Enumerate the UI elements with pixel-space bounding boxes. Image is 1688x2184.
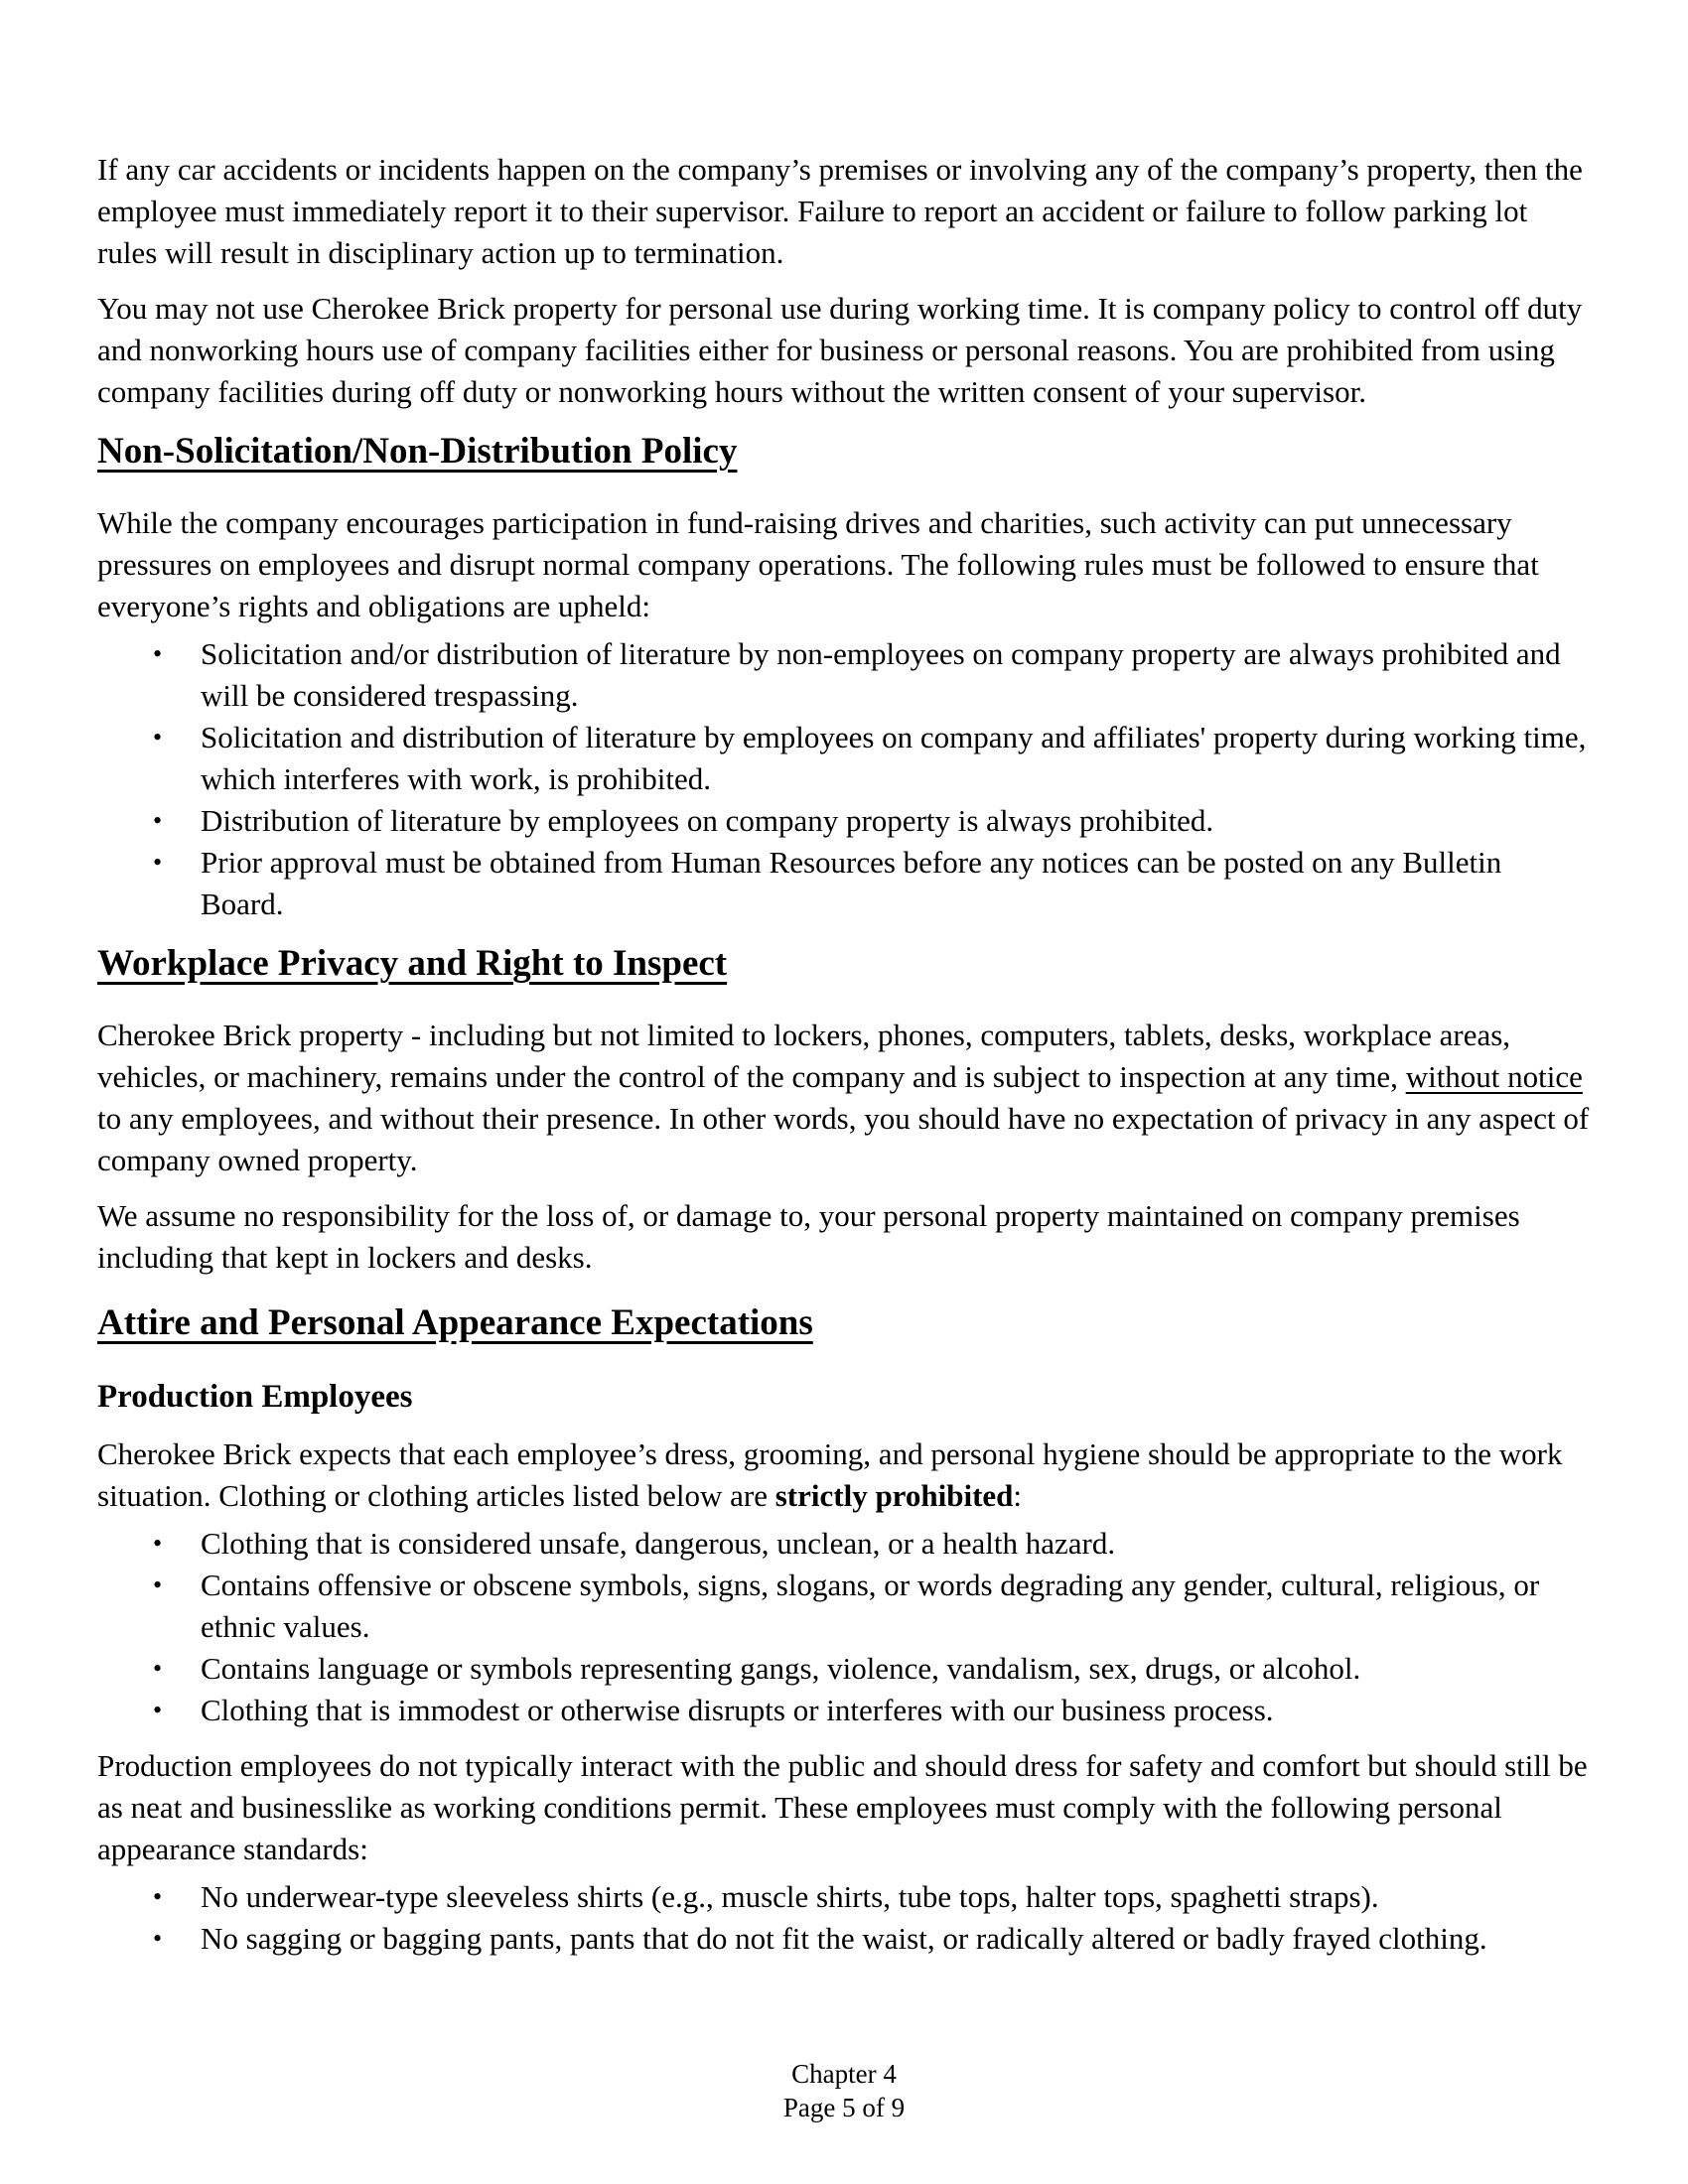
paragraph-solicitation-intro: While the company encourages participation in fund-raising drives and charities, such activity can put unnecessary pressures on employees and disrupt normal company operations. The following rules must be followed to ensure that everyone’s rights and obligations are upheld: [97, 505, 1539, 623]
list-item [97, 1918, 1591, 1960]
bullet-icon: • [153, 1696, 163, 1724]
list-item-text: Solicitation and/or distribution of literature by non-employees on company property are always prohibited and will be considered trespassing. [201, 636, 1561, 713]
list-item [97, 1876, 1591, 1918]
bullet-icon: • [153, 723, 163, 751]
list-item-text: Prior approval must be obtained from Human Resources before any notices can be posted on any Bulletin Board. [201, 845, 1502, 921]
list-item [97, 717, 1591, 800]
list-item-text: Contains offensive or obscene symbols, signs, slogans, or words degrading any gender, cultural, religious, or ethnic values. [201, 1568, 1540, 1644]
inspection-text-after: to any employees, and without their presence. In other words, you should have no expectation of privacy in any aspect of company owned property. [97, 1101, 1590, 1177]
inspection-text-before: Cherokee Brick property - including but not limited to lockers, phones, computers, tablets, desks, workplace areas, vehicles, or machinery, remains under the control of the company and is subject to inspection at any time, [97, 1018, 1511, 1094]
list-item [97, 1690, 1591, 1731]
heading-attire: Attire and Personal Appearance Expectations [97, 1302, 813, 1343]
inspection-text-underlined: without notice [1405, 1059, 1583, 1094]
list-item-text: Solicitation and distribution of literature by employees on company and affiliates' property during working time, which interferes with work, is prohibited. [201, 720, 1587, 796]
list-item-text: Clothing that is immodest or otherwise disrupts or interferes with our business process. [201, 1693, 1274, 1727]
list-item [97, 633, 1591, 717]
dress-code-text-after: : [1013, 1478, 1023, 1513]
subheading-production-employees: Production Employees [97, 1379, 413, 1415]
list-item [97, 1565, 1591, 1648]
bullet-icon: • [153, 1529, 163, 1558]
list-appearance-standards [97, 1876, 1591, 1960]
footer-page-number: Page 5 of 9 [782, 2093, 906, 2122]
list-item-text: No underwear-type sleeveless shirts (e.g., muscle shirts, tube tops, halter tops, spaghetti straps). [201, 1879, 1379, 1914]
page-footer [0, 2057, 1688, 2124]
bullet-icon: • [153, 1654, 163, 1683]
list-item [97, 842, 1591, 925]
paragraph-personal-use: You may not use Cherokee Brick property for personal use during working time. It is company policy to control off duty and nonworking hours use of company facilities either for business or personal reasons. You are prohibited from using company facilities during off duty or nonworking hours without the written consent of your supervisor. [97, 291, 1583, 409]
paragraph-personal-property: We assume no responsibility for the loss of, or damage to, your personal property maintained on company premises including that kept in lockers and desks. [97, 1198, 1520, 1275]
bullet-icon: • [153, 1882, 163, 1911]
bullet-icon: • [153, 1570, 163, 1599]
paragraph-inspection [97, 1015, 1591, 1181]
bullet-icon: • [153, 639, 163, 668]
heading-non-solicitation: Non-Solicitation/Non-Distribution Policy [97, 431, 738, 472]
dress-code-text-before: Cherokee Brick expects that each employee’s dress, grooming, and personal hygiene should be appropriate to the work situation. Clothing or clothing articles listed below are [97, 1436, 1563, 1513]
bullet-icon: • [153, 806, 163, 835]
list-item-text: Distribution of literature by employees on company property is always prohibited. [201, 803, 1214, 838]
list-item-text: Contains language or symbols representing gangs, violence, vandalism, sex, drugs, or alcohol. [201, 1651, 1361, 1686]
paragraph-production-standards: Production employees do not typically interact with the public and should dress for safety and comfort but should still be as neat and businesslike as working conditions permit. These employees must comply with the following personal appearance standards: [97, 1748, 1588, 1866]
bullet-icon: • [153, 848, 163, 877]
list-item [97, 1648, 1591, 1690]
list-item-text: No sagging or bagging pants, pants that do not fit the waist, or radically altered or badly frayed clothing. [201, 1921, 1487, 1956]
list-item [97, 800, 1591, 842]
dress-code-text-bold: strictly prohibited [774, 1478, 1014, 1513]
list-prohibited-clothing [97, 1523, 1591, 1731]
paragraph-accident-reporting: If any car accidents or incidents happen on the company’s premises or involving any of the company’s property, then the employee must immediately report it to their supervisor. Failure to report an accident or failure to follow parking lot rules will result in disciplinary action up to termination. [97, 152, 1583, 270]
list-item [97, 1523, 1591, 1565]
paragraph-dress-code-intro [97, 1433, 1591, 1517]
heading-workplace-privacy: Workplace Privacy and Right to Inspect [97, 943, 728, 984]
list-solicitation-rules [97, 633, 1591, 925]
footer-chapter: Chapter 4 [791, 2059, 897, 2089]
bullet-icon: • [153, 1924, 163, 1953]
list-item-text: Clothing that is considered unsafe, dangerous, unclean, or a health hazard. [201, 1526, 1116, 1561]
